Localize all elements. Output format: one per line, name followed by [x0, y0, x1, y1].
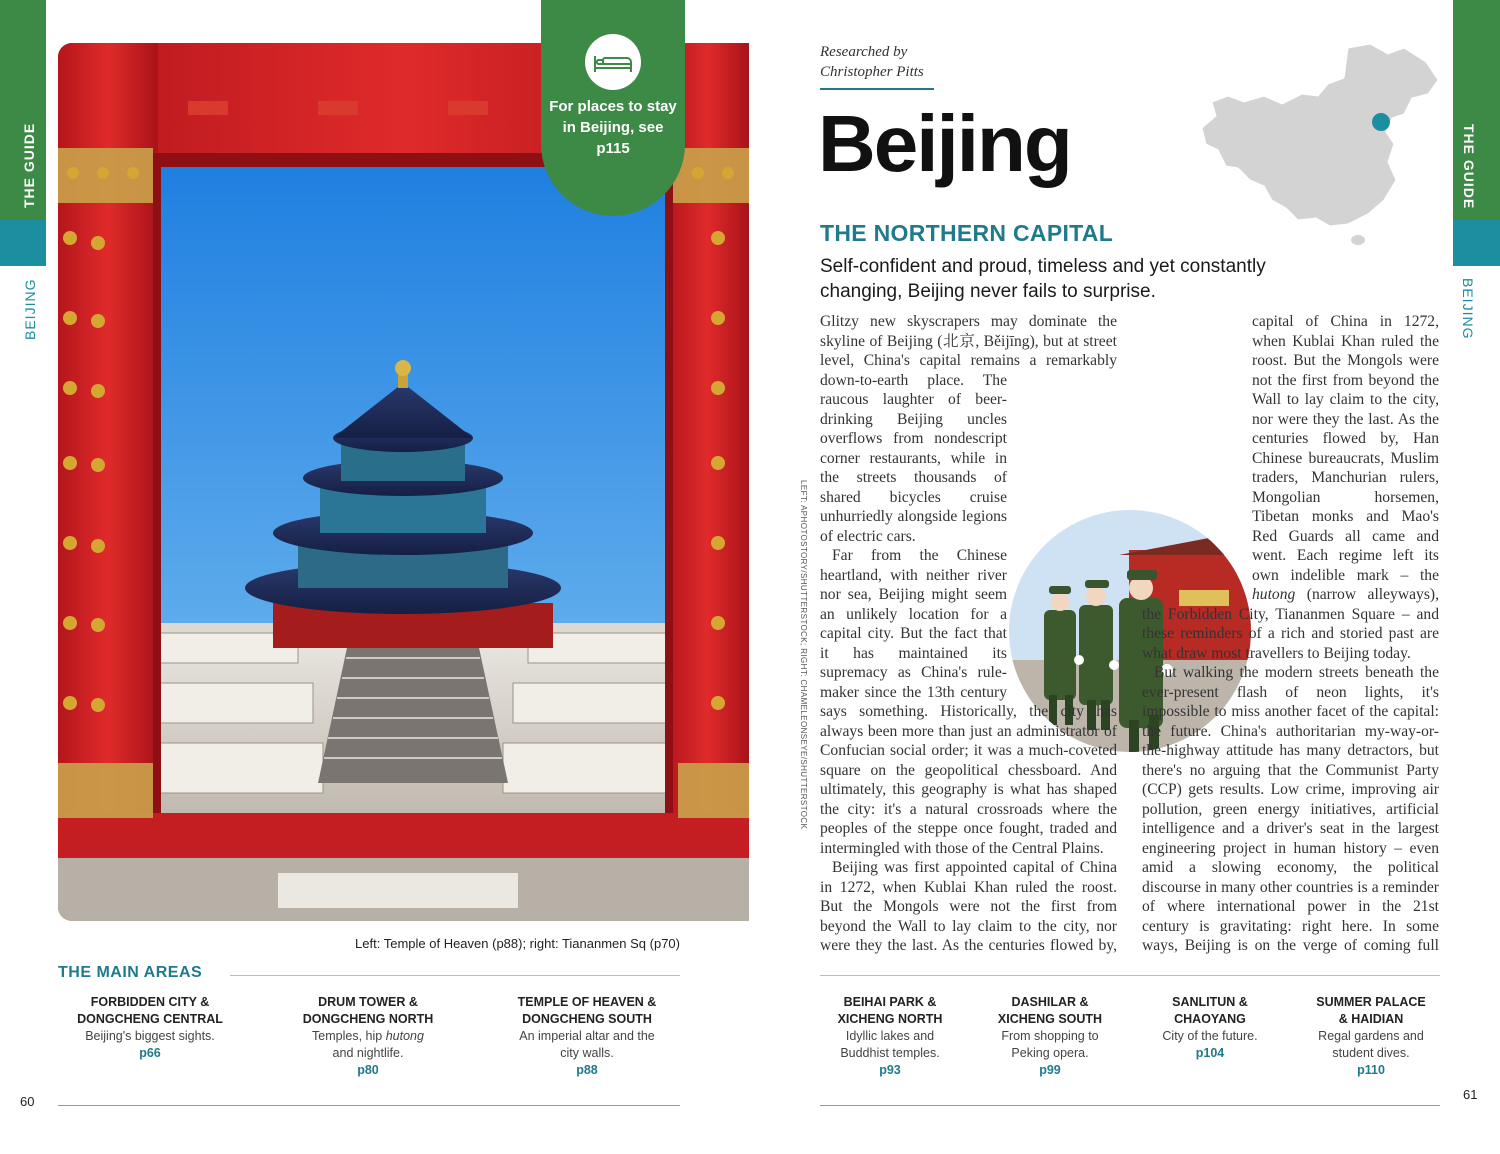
- main-areas-rule-left: [230, 975, 680, 976]
- bottom-rule-left: [58, 1105, 680, 1106]
- right-guide-label: THE GUIDE: [1461, 124, 1477, 210]
- area-forbidden-city[interactable]: FORBIDDEN CITY & DONGCHENG CENTRAL Beijing's biggest sights. p66: [77, 995, 223, 1060]
- body-column-right: [1142, 312, 1439, 957]
- area-sanlitun[interactable]: SANLITUN & CHAOYANG City of the future. p104: [1162, 995, 1258, 1060]
- page-subtitle: THE NORTHERN CAPITAL: [820, 220, 1114, 246]
- body-column-right-inner: capital of China in 1272, when Kublai Khan ruled the roost. But the Mongols were not the first from beyond the Wall to lay claim to the city, nor were they the last. As the centuries flowed by, Han Chinese bureaucrats, Muslim traders, Manchurian rulers, Mongolian horsemen, Tibetan monks and Mao's Red Guards all came and went. Each regime left its own indelible mark – the hutong (narrow alleyways), the Forbidden City, Tiananmen Square – and these reminders of a rich and storied past are what draw most travellers to Beijing today. But walking the modern streets beneath the ever-present flash of neon lights, it's impossible to miss another facet of the capital: the future. China's authoritarian my-way-or-the-highway attitude has many detractors, but there's no arguing that the Communist Party (CCP) gets results. Low crime, improving air pollution, green energy initiatives, artificial intelligence and a driver's seat in the largest engineering project in human history – even amid a slowing economy, the political discourse in many other countries is a reminder of where international power in the 21st century is gravitating: right here. In some ways, Beijing is on the verge of coming full: [1142, 313, 1439, 954]
- body-p3-start: Beijing was first appointed capital of China in 1272, when Kublai Khan ruled the roost. But the Mongols were not the first from beyond the Wall to lay claim to the city, nor were they the last. As the centuries flowed by,: [820, 859, 1117, 954]
- places-to-stay-text: For places to stay in Beijing, see p115: [549, 98, 677, 157]
- main-areas-rule-right: [820, 975, 1440, 976]
- area-drum-tower[interactable]: DRUM TOWER & DONGCHENG NORTH Temples, hip hutong and nightlife. p80: [302, 995, 434, 1077]
- right-section-label: BEIJING: [1460, 278, 1476, 340]
- intro-text: Self-confident and proud, timeless and yet constantly changing, Beijing never fails to surprise.: [820, 256, 1266, 302]
- byline-rule: [820, 88, 934, 90]
- china-locator-map: [1198, 40, 1443, 252]
- page-number-left: 60: [20, 1094, 35, 1109]
- body-column-left: Glitzy new skyscrapers may dominate the skyline of Beijing (北京, Běijīng), but at street level, China's capital remains a remarkably down-to-earth place. The raucous laughter of beer-drinking Beijing uncles overflows from nondescript corner restaurants, while in the streets thousands of shared bicycles cruise unhurriedly alongside legions of electric cars. Far from the Chinese heartland, with neither river nor sea, Beijing might seem an unlikely location for a capital city. But the fact that it has maintained its supremacy as China's rule-maker since the 13th century says something. Historically, the city has always been more than just an administrator of Confucian social order; it was a much-coveted square on the geopolitical chessboard. And ultimately, this geography is what has shaped the city: it's a natural crossroads where the peoples of the steppe once fought, traded and intermingled with those of the Central Plains. Beijing was first appointed capital of China in 1272, when Kublai Khan ruled the roost. But the Mongols were not the first from beyond the Wall to lay claim to the city, nor were they the last. As the centuries flowed by,: [820, 312, 1117, 957]
- photo-credit: LEFT: APHOTOSTORY/SHUTTERSTOCK; RIGHT: CHAMELEONSEYE/SHUTTERSTOCK: [799, 480, 808, 830]
- beijing-location-marker: [1372, 113, 1390, 131]
- page-title: Beijing: [818, 99, 1071, 188]
- right-section-tab: [1453, 220, 1500, 266]
- byline: Researched by Christopher Pitts: [820, 44, 924, 80]
- left-section-label: BEIJING: [22, 278, 38, 340]
- left-section-tab: [0, 220, 46, 266]
- area-dashilar[interactable]: DASHILAR & XICHENG SOUTH From shopping to Peking opera. p99: [997, 995, 1103, 1077]
- area-beihai-park[interactable]: BEIHAI PARK & XICHENG NORTH Idyllic lakes and Buddhist temples. p93: [837, 995, 943, 1077]
- bed-icon: [585, 34, 641, 90]
- photo-caption: Left: Temple of Heaven (p88); right: Tiananmen Sq (p70): [355, 936, 680, 951]
- area-summer-palace[interactable]: SUMMER PALACE & HAIDIAN Regal gardens and student dives. p110: [1316, 995, 1426, 1077]
- page-number-right: 61: [1463, 1087, 1478, 1102]
- left-guide-label: THE GUIDE: [21, 122, 37, 208]
- places-to-stay-badge: [541, 0, 685, 216]
- bottom-rule-right: [820, 1105, 1440, 1106]
- area-temple-of-heaven[interactable]: TEMPLE OF HEAVEN & DONGCHENG SOUTH An imperial altar and the city walls. p88: [517, 995, 657, 1077]
- main-areas-heading: THE MAIN AREAS: [58, 964, 203, 981]
